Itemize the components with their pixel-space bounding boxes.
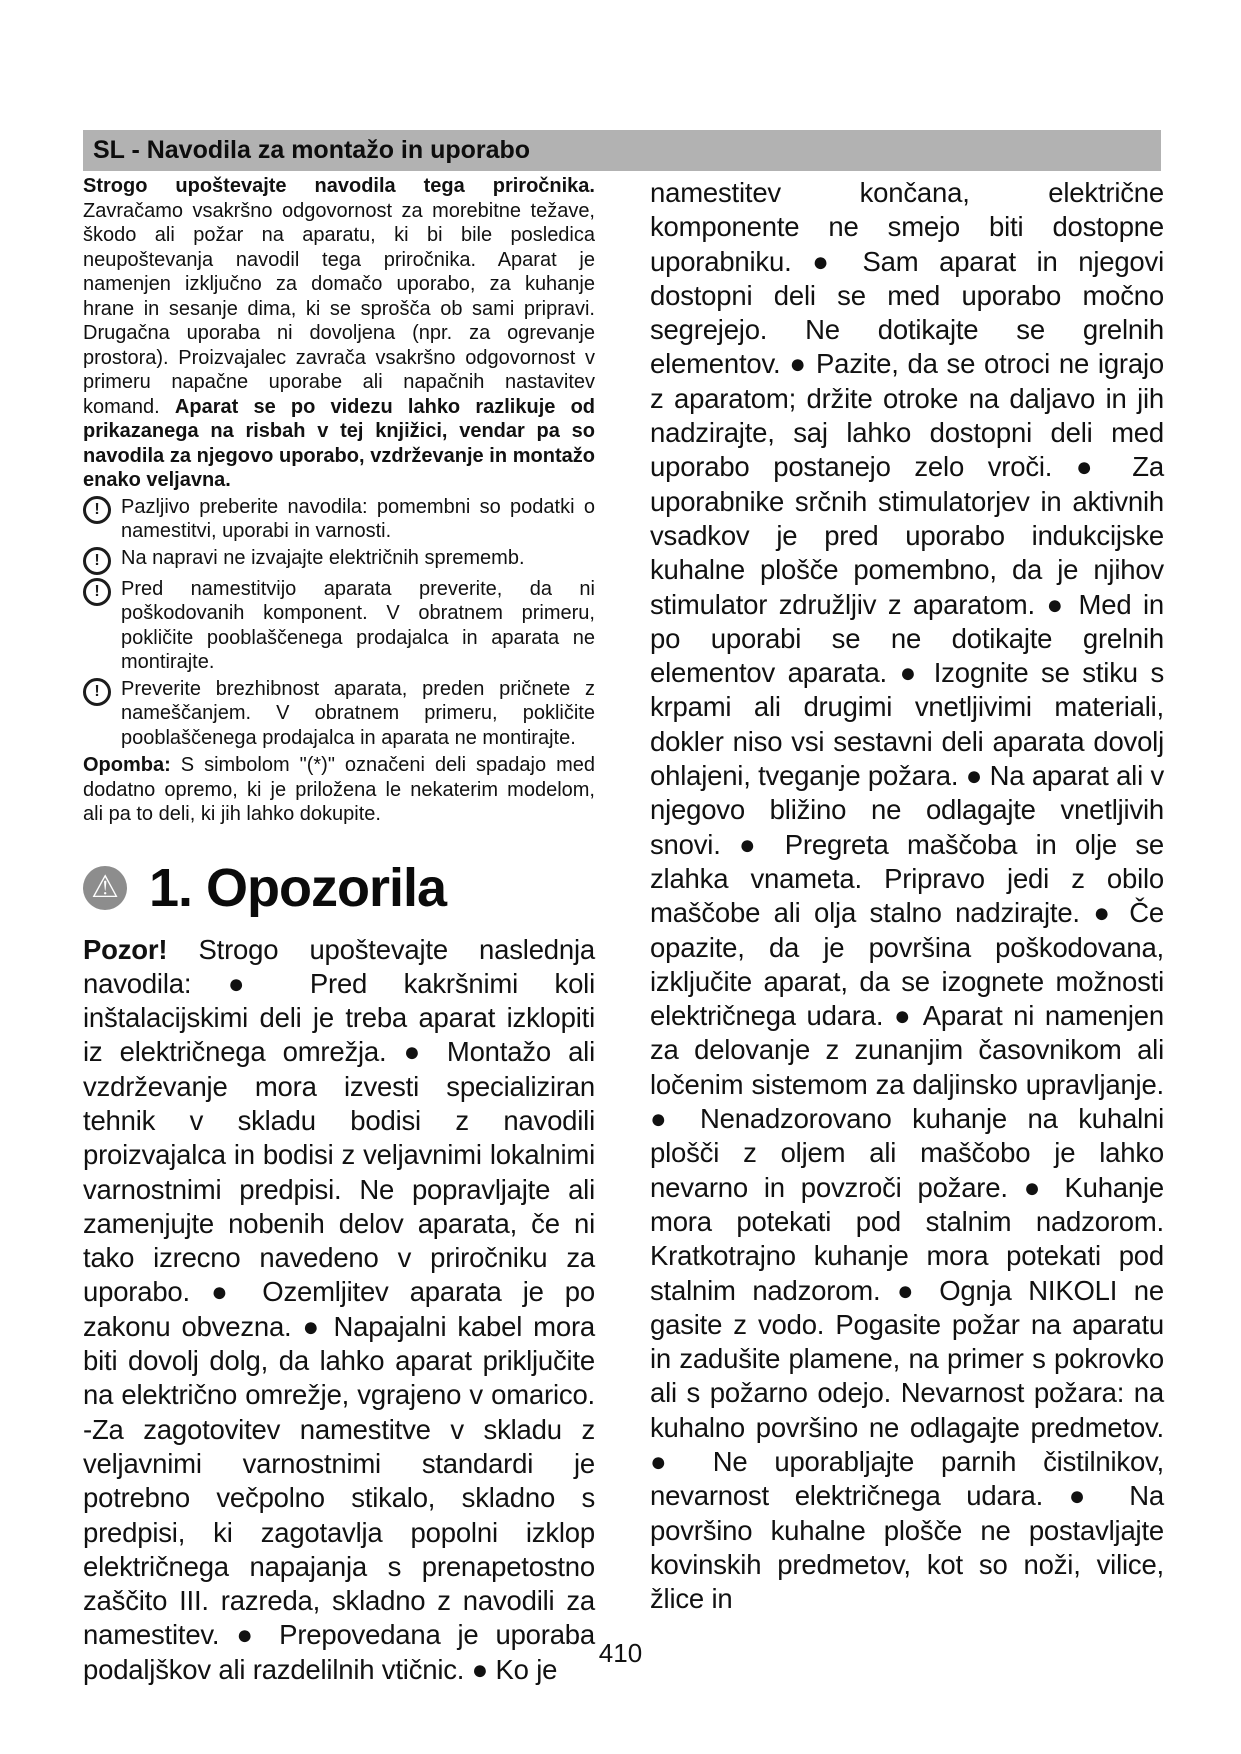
page-number: 410 <box>598 1638 643 1668</box>
intro-body: Zavračamo vsakršno odgovornost za morebitne težave, škodo ali požar na aparatu, ki bi bile posledica neupoštevanja navodil tega priročnika. Aparat je namenjen izključno za domačo uporabo, za kuhanje hrane in sesanje dima, ki se sprošča ob sami pripravi. Drugačna uporaba ni dovoljena (npr. za ogrevanje prostora). Proizvajalec zavrača vsakršno odgovornost v primeru napačne uporabe ali napačnih nastavitev komand. <box>83 199 595 418</box>
warning-item-text: Pazljivo preberite navodila: pomembni so podatki o namestitvi, uporabi in varnosti. <box>121 495 595 542</box>
circle-exclamation-icon: ! <box>83 496 111 524</box>
circle-exclamation-icon: ! <box>83 547 111 575</box>
warning-item <box>83 577 595 675</box>
note-body: S simbolom "(*)" označeni deli spadajo med dodatno opremo, ki je priložena le nekaterim modelom, ali pa to deli, ki jih lahko dokupite. <box>83 754 595 825</box>
circle-exclamation-icon: ! <box>83 678 111 706</box>
warning-item-text: Preverite brezhibnost aparata, preden pričnete z nameščanjem. V obratnem primeru, pokličite pooblaščenega prodajalca in aparata ne montirajte. <box>121 677 595 749</box>
section-header-bar <box>83 130 1161 171</box>
note-label: Opomba: <box>83 754 171 776</box>
section-title: 1. Opozorila <box>149 857 447 918</box>
intro-bold-tail: Aparat se po videzu lahko razlikuje od prikazanega na risbah v tej knjižici, vendar pa so navodila za njegovo uporabo, vzdrževanje in montažo enako veljavna. <box>83 395 595 491</box>
page-title: SL - Navodila za montažo in uporabo <box>93 136 531 164</box>
note-paragraph <box>83 753 595 827</box>
pozor-bold-lead: Pozor! <box>83 933 168 965</box>
right-column <box>650 176 1164 1616</box>
intro-bold-lead: Strogo upoštevajte navodila tega priročnika. <box>83 175 595 197</box>
intro-paragraph <box>83 174 595 493</box>
warning-list <box>83 495 595 751</box>
warning-item <box>83 546 595 575</box>
warning-item-text: Pred namestitvijo aparata preverite, da ni poškodovanih komponent. V obratnem primeru, pokličite pooblaščenega prodajalca in aparata ne montirajte. <box>121 577 595 673</box>
warning-triangle-icon <box>83 866 127 910</box>
warning-item <box>83 495 595 544</box>
circle-exclamation-icon: ! <box>83 578 111 606</box>
warning-item <box>83 677 595 751</box>
warning-item-text: Na napravi ne izvajajte električnih sprememb. <box>121 546 525 569</box>
pozor-paragraph <box>83 933 595 1688</box>
left-column <box>83 174 595 1687</box>
section-heading <box>83 857 595 919</box>
warning-triangle-glyph: ⚠ <box>91 869 119 904</box>
pozor-body: Strogo upoštevajte naslednja navodila: ● Pred kakršnimi koli inštalacijskimi deli je treba aparat izklopiti iz električnega omrežja. ● Montažo ali vzdrževanje mora izvesti specializiran tehnik v skladu bodisi z navodili proizvajalca in bodisi z veljavnimi lokalnimi varnostnimi predpisi. Ne popravljajte ali zamenjujte nobenih delov aparata, če ni tako izrecno navedeno v priročniku za uporabo. ● Ozemljitev aparata je po zakonu obvezna. ● Napajalni kabel mora biti dovolj dolg, da lahko aparat priključite na električno omrežje, vgrajeno v omarico. -Za zagotovitev namestitve v skladu z veljavnimi varnostnimi standardi je potrebno večpolno stikalo, skladno s predpisi, ki zagotavlja popolni izklop električnega napajanja s prenapetostno zaščito III. razreda, skladno z navodili za namestitev. ● Prepovedana je uporaba podaljškov ali razdelilnih vtičnic. ● Ko je <box>83 933 595 1685</box>
right-column-body: namestitev končana, električne komponente ne smejo biti dostopne uporabniku. ● Sam aparat in njegovi dostopni deli se med uporabo močno segrejejo. Ne dotikajte se grelnih elementov. ● Pazite, da se otroci ne igrajo z aparatom; držite otroke na daljavo in jih nadzirajte, saj lahko dostopni deli med uporabo postanejo zelo vroči. ● Za uporabnike srčnih stimulatorjev in aktivnih vsadkov je pred uporabo indukcijske kuhalne plošče pomembno, da je njihov stimulator združljiv z aparatom. ● Med in po uporabi se ne dotikajte grelnih elementov aparata. ● Izognite se stiku s krpami ali drugimi vnetljivimi materiali, dokler niso vsi sestavni deli aparata dovolj ohlajeni, tveganje požara. ● Na aparat ali v njegovo bližino ne odlagajte vnetljivih snovi. ● Pregreta maščoba in olje se zlahka vnameta. Pripravo jedi z obilo maščobe ali olja stalno nadzirajte. ● Če opazite, da je površina poškodovana, izključite aparat, da se izognete možnosti električnega udara. ● Aparat ni namenjen za delovanje z zunanjim časovnikom ali ločenim sistemom za daljinsko upravljanje. ● Nenadzorovano kuhanje na kuhalni plošči z oljem ali maščobo je lahko nevarno in povzroči požare. ● Kuhanje mora potekati pod stalnim nadzorom. Kratkotrajno kuhanje mora potekati pod stalnim nadzorom. ● Ognja NIKOLI ne gasite z vodo. Pogasite požar na aparatu in zadušite plamene, na primer s pokrovko ali s požarno odejo. Nevarnost požara: na kuhalno površino ne odlagajte predmetov. ● Ne uporabljajte parnih čistilnikov, nevarnost električnega udara. ● Na površino kuhalne plošče ne postavljajte kovinskih predmetov, kot so noži, vilice, žlice in <box>650 177 1164 1615</box>
